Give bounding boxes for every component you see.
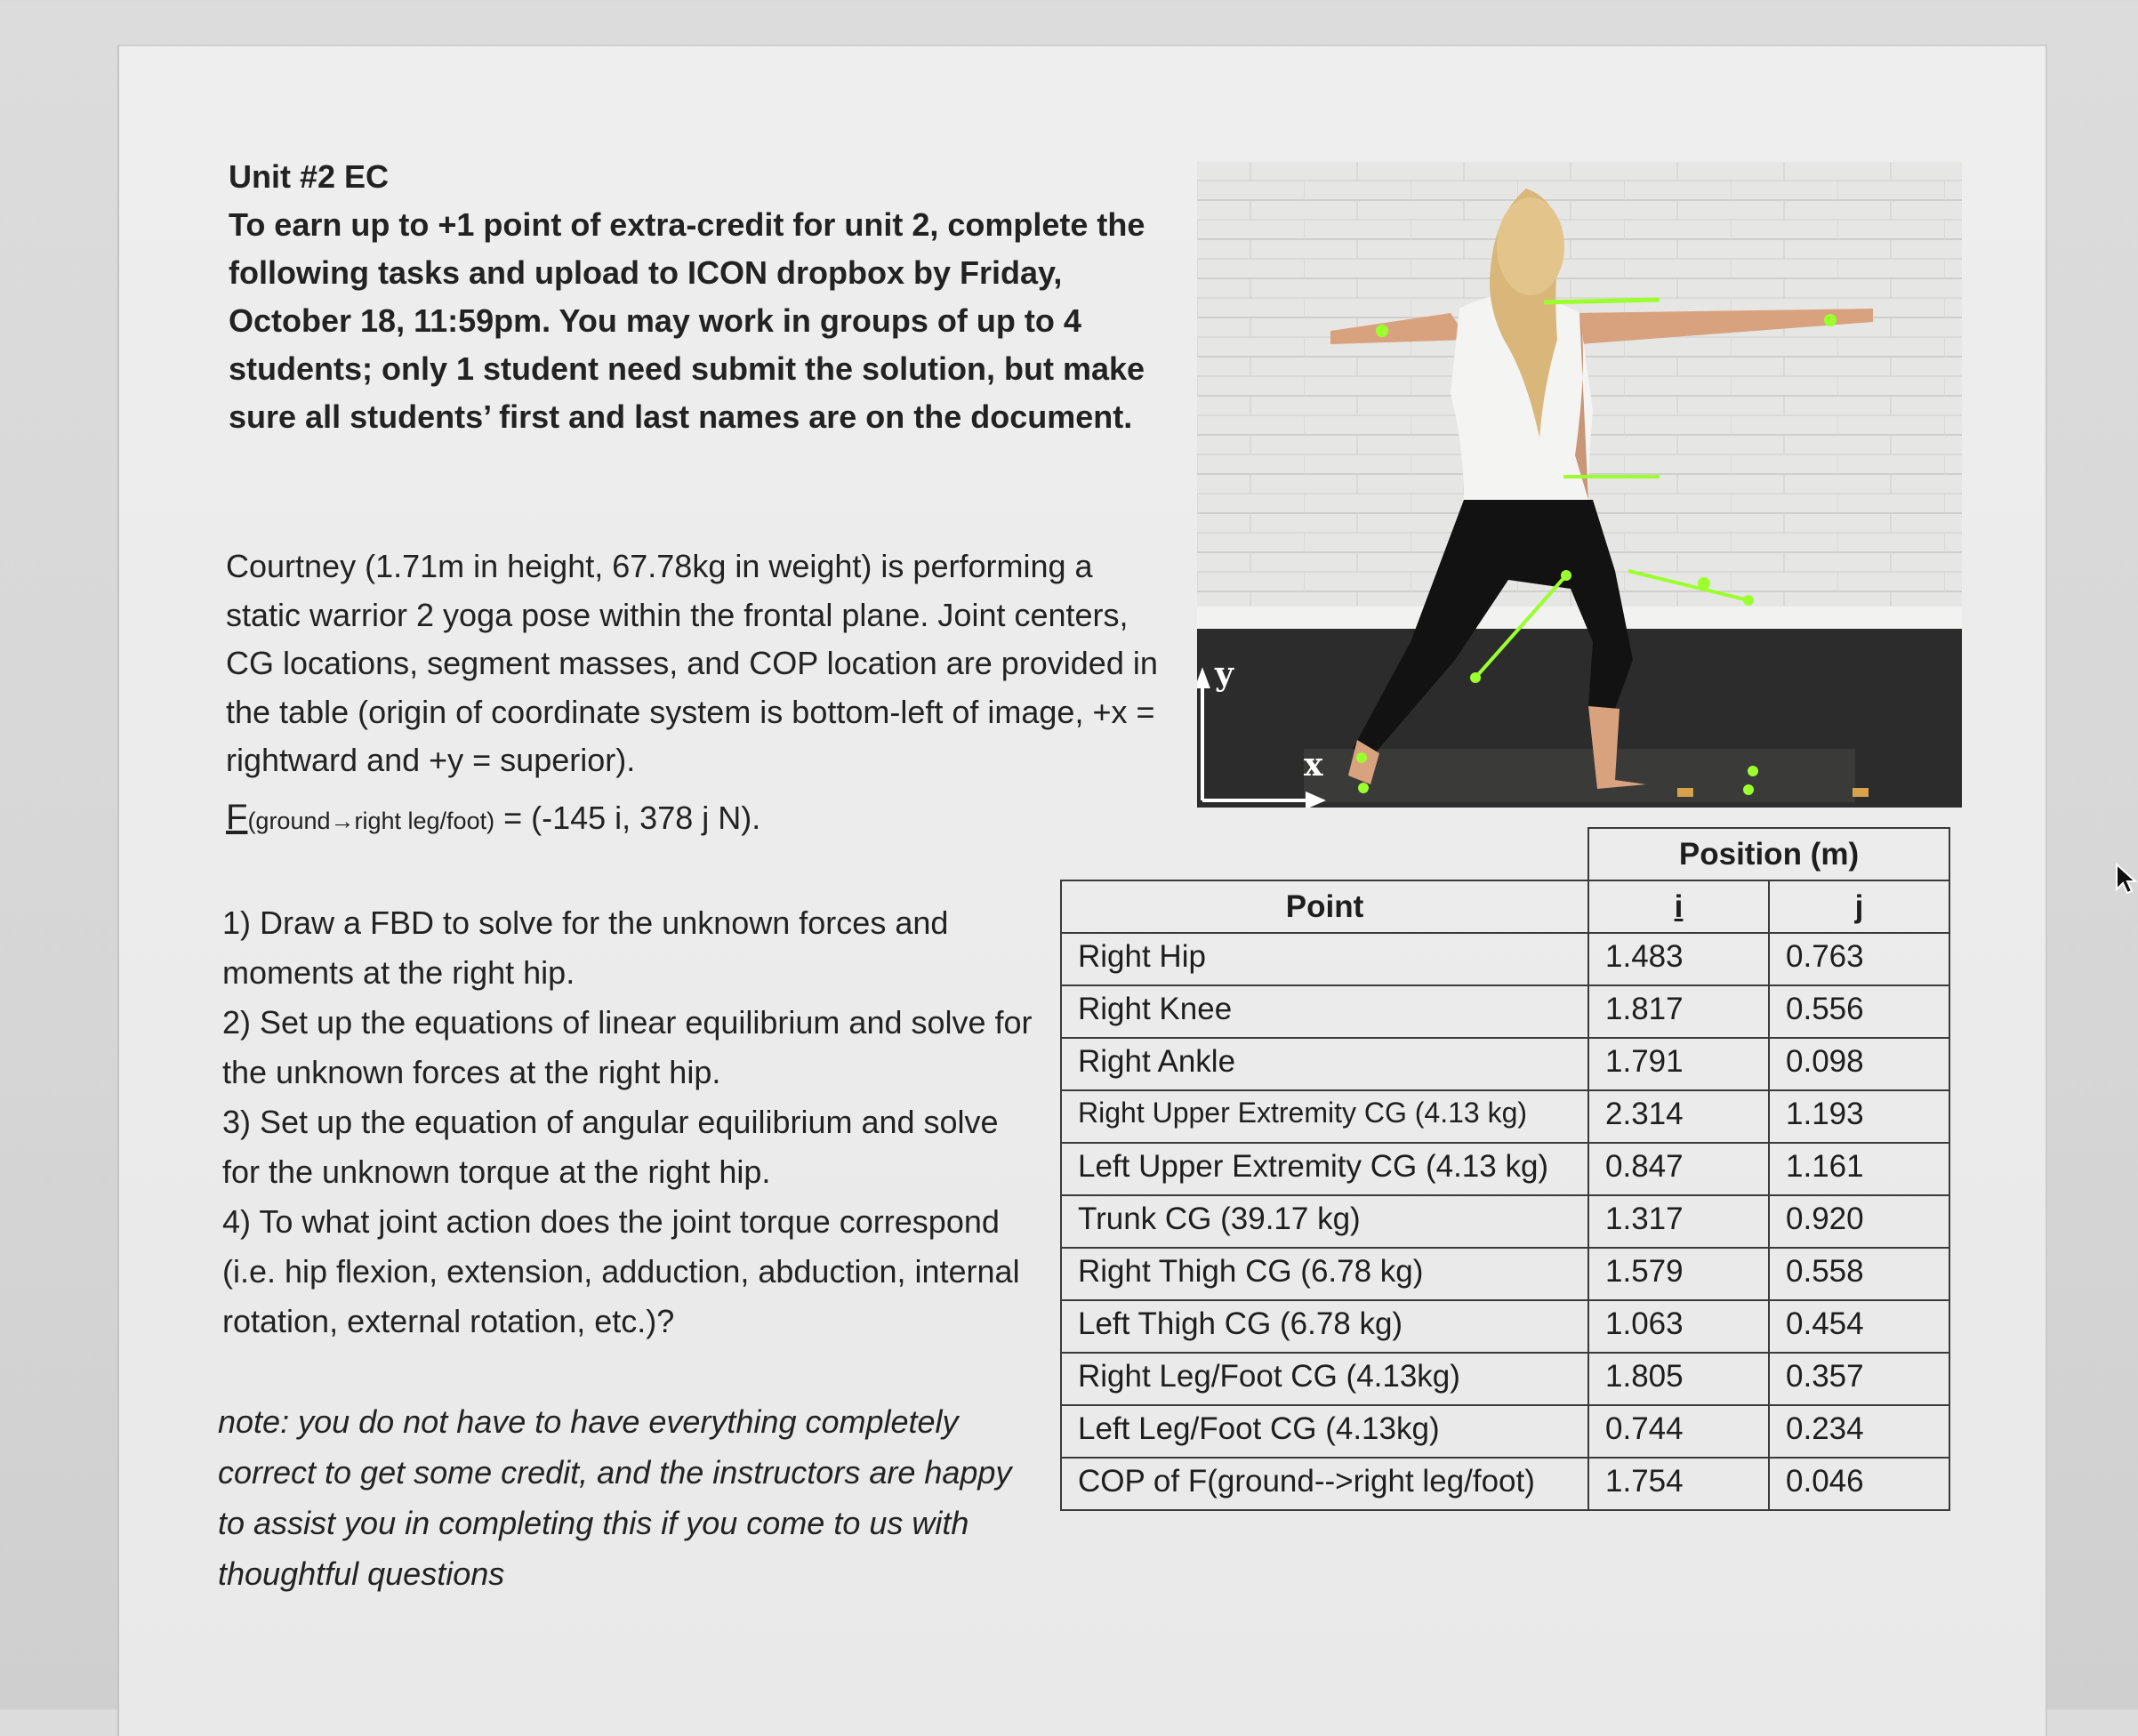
i-cell: 0.744 <box>1588 1405 1769 1458</box>
j-cell: 1.193 <box>1769 1090 1949 1143</box>
question-4: 4) To what joint action does the joint torque correspond (i.e. hip flexion, extension, adduction, abduction, internal rotation, external rotation, etc.)? <box>222 1203 1020 1339</box>
force-subscript: (ground→right leg/foot) <box>247 808 495 834</box>
table-row <box>1061 985 1949 1038</box>
i-cell: 1.754 <box>1588 1458 1769 1510</box>
axis-y-label: y <box>1215 655 1234 693</box>
i-header: i <box>1588 880 1769 933</box>
i-cell: 1.817 <box>1588 985 1769 1038</box>
table-row <box>1061 1195 1949 1248</box>
j-cell: 0.454 <box>1769 1300 1949 1353</box>
position-header: Position (m) <box>1588 828 1949 880</box>
i-cell: 1.791 <box>1588 1038 1769 1090</box>
j-cell: 0.046 <box>1769 1458 1949 1510</box>
table-row <box>1061 1143 1949 1195</box>
point-cell: Right Knee <box>1061 985 1588 1038</box>
table-row <box>1061 1248 1949 1300</box>
table-row <box>1061 1090 1949 1143</box>
j-cell: 0.763 <box>1769 933 1949 985</box>
i-cell: 1.063 <box>1588 1300 1769 1353</box>
i-cell: 1.579 <box>1588 1248 1769 1300</box>
point-cell: Right Ankle <box>1061 1038 1588 1090</box>
note-text: note: you do not have to have everything completely correct to get some credit, and the instructors are happy to assist you in completing this if you come to us with thoughtful questions <box>218 1403 1012 1592</box>
i-cell: 1.317 <box>1588 1195 1769 1248</box>
j-header: j <box>1769 880 1949 933</box>
table-row <box>1061 1405 1949 1458</box>
i-cell: 1.805 <box>1588 1353 1769 1405</box>
point-cell: Right Thigh CG (6.78 kg) <box>1061 1248 1588 1300</box>
i-cell: 2.314 <box>1588 1090 1769 1143</box>
warrior-pose-photo <box>1197 162 1962 808</box>
table-row <box>1061 1038 1949 1090</box>
j-cell: 0.556 <box>1769 985 1949 1038</box>
point-cell: Trunk CG (39.17 kg) <box>1061 1195 1588 1248</box>
point-cell: COP of F(ground-->right leg/foot) <box>1061 1458 1588 1510</box>
question-1: 1) Draw a FBD to solve for the unknown forces and moments at the right hip. <box>222 904 949 991</box>
force-value: = (-145 i, 378 j N). <box>494 800 761 836</box>
force-symbol: F <box>226 798 248 837</box>
point-cell: Right Leg/Foot CG (4.13kg) <box>1061 1353 1588 1405</box>
axis-x-label: x <box>1304 746 1323 784</box>
problem-description: Courtney (1.71m in height, 67.78kg in weight) is performing a static warrior 2 yoga pose within the frontal plane. Joint centers, CG locations, segment masses, and COP location are provided in the table (origin of coordinate system is bottom-left of image, +x = rightward and +y = superior). <box>226 548 1158 778</box>
table-row <box>1061 933 1949 985</box>
j-cell: 0.558 <box>1769 1248 1949 1300</box>
i-cell: 1.483 <box>1588 933 1769 985</box>
question-3: 3) Set up the equation of angular equilibrium and solve for the unknown torque at the right hip. <box>222 1104 999 1190</box>
j-cell: 1.161 <box>1769 1143 1949 1195</box>
j-cell: 0.234 <box>1769 1405 1949 1458</box>
point-cell: Left Thigh CG (6.78 kg) <box>1061 1300 1588 1353</box>
unit-title: Unit #2 EC <box>229 158 390 195</box>
question-list <box>222 898 1041 1346</box>
point-cell: Right Hip <box>1061 933 1588 985</box>
i-cell: 0.847 <box>1588 1143 1769 1195</box>
table-row <box>1061 1353 1949 1405</box>
point-cell: Right Upper Extremity CG (4.13 kg) <box>1061 1090 1588 1143</box>
table-row <box>1061 1300 1949 1353</box>
mouse-cursor-icon <box>2115 863 2138 895</box>
j-cell: 0.098 <box>1769 1038 1949 1090</box>
j-cell: 0.357 <box>1769 1353 1949 1405</box>
assignment-header <box>229 153 1171 441</box>
ground-reaction-force <box>226 793 1204 845</box>
point-cell: Left Upper Extremity CG (4.13 kg) <box>1061 1143 1588 1195</box>
j-cell: 0.920 <box>1769 1195 1949 1248</box>
position-table <box>1060 827 1950 1511</box>
point-header: Point <box>1061 880 1588 933</box>
instructions-text: To earn up to +1 point of extra-credit for unit 2, complete the following tasks and upload to ICON dropbox by Friday, October 18, 11:59pm. You may work in groups of up to 4 students; only 1 student need submit the solution, but make sure all students’ first and last names are on the document. <box>229 206 1145 435</box>
question-2: 2) Set up the equations of linear equilibrium and solve for the unknown forces at the right hip. <box>222 1004 1033 1090</box>
point-cell: Left Leg/Foot CG (4.13kg) <box>1061 1405 1588 1458</box>
table-row <box>1061 1458 1949 1510</box>
